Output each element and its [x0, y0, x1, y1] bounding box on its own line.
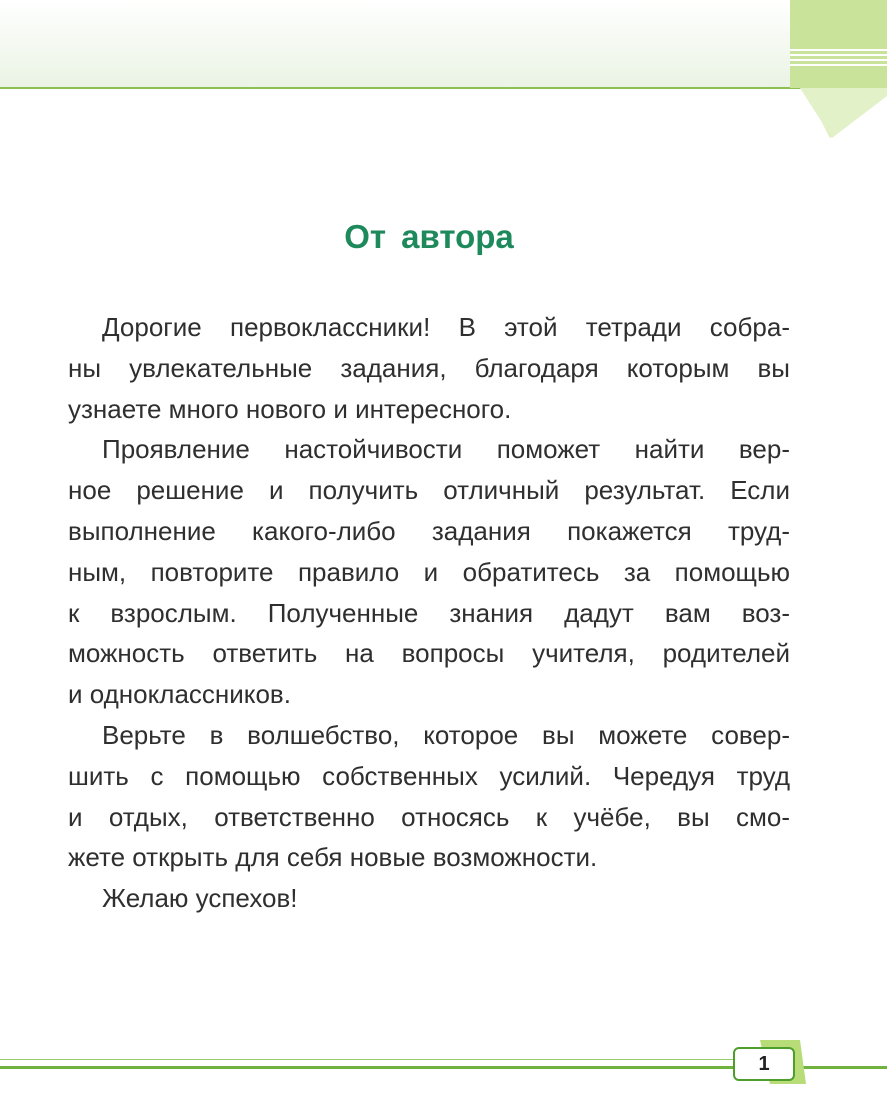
- text-line: выполнение какого-либо задания покажется труд-: [68, 515, 790, 546]
- text-line: Верьте в волшебство, которое вы можете совер-: [102, 719, 790, 750]
- text-line: жете открыть для себя новые возможности.: [68, 842, 598, 873]
- page-title: От автора: [344, 218, 514, 255]
- text-line: к взрослым. Полученные знания дадут вам воз-: [68, 597, 790, 628]
- text-line: Желаю успехов!: [102, 883, 298, 914]
- text-line: ны увлекательные задания, благодаря которым вы: [68, 352, 790, 383]
- text-line: ным, повторите правило и обратитесь за помощью: [68, 556, 790, 587]
- page-number: 1: [733, 1047, 795, 1081]
- text-line: шить с помощью собственных усилий. Чередуя труд: [68, 760, 790, 791]
- text-line: можность ответить на вопросы учителя, родителей: [68, 638, 790, 669]
- text-line: и отдых, ответственно относясь к учёбе, вы смо-: [68, 801, 790, 832]
- text-line: узнаете много нового и интересного.: [68, 393, 512, 424]
- text-line: Дорогие первоклассники! В этой тетради собра-: [102, 312, 790, 342]
- text-line: и одноклассников.: [68, 679, 291, 710]
- text-line: Проявление настойчивости поможет найти вер-: [102, 434, 790, 465]
- text-line: ное решение и получить отличный результат. Если: [68, 475, 790, 506]
